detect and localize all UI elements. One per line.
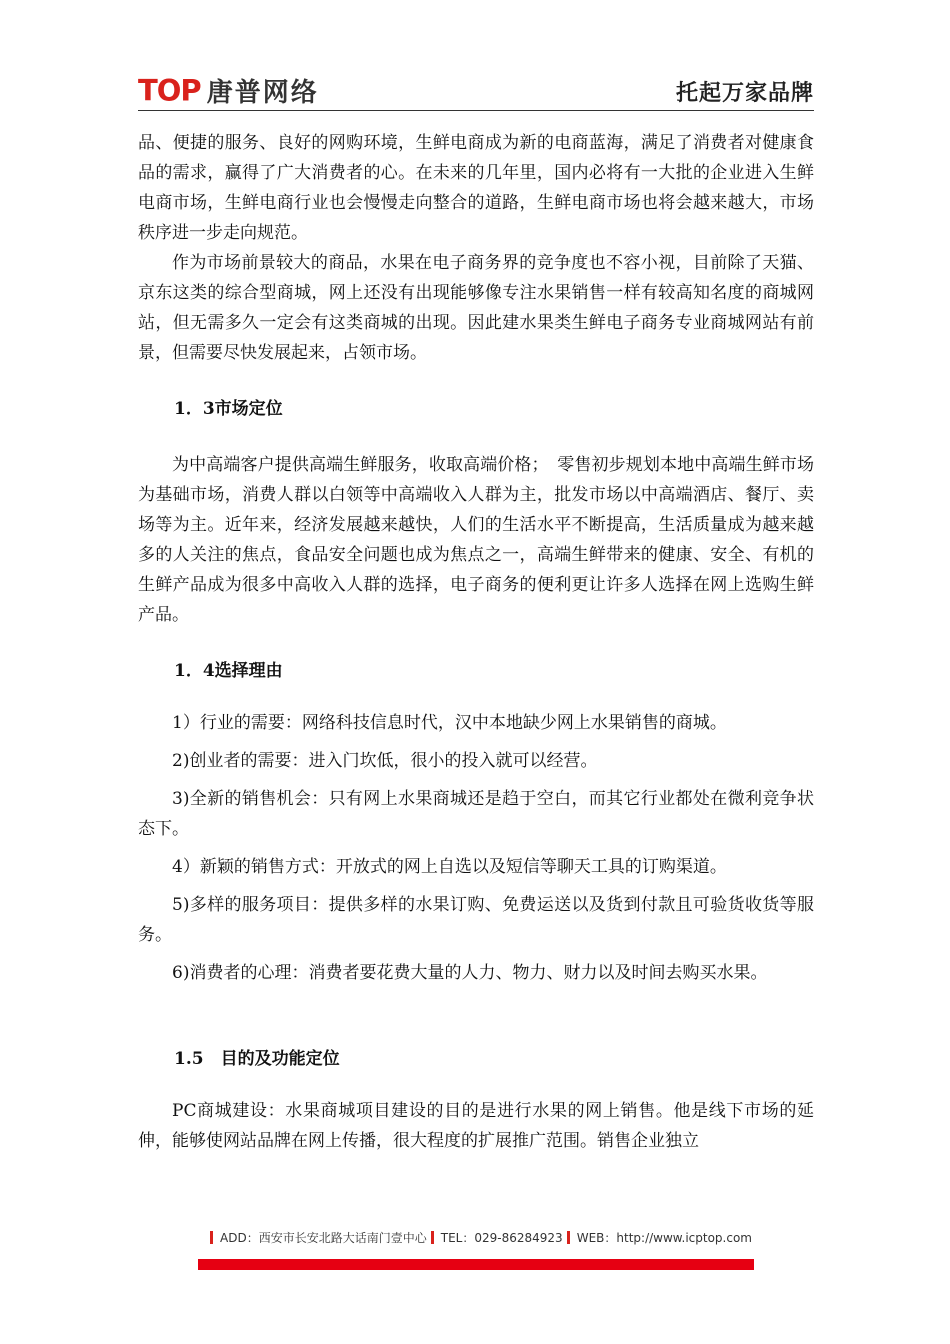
footer-web bbox=[567, 1229, 752, 1246]
logo-company-name: 唐普网络 bbox=[206, 78, 319, 108]
footer-marker-icon bbox=[567, 1231, 570, 1244]
section-heading-1-5: 1.5 目的及功能定位 bbox=[174, 1049, 340, 1069]
reason-item: 3)全新的销售机会：只有网上水果商城还是趋于空白，而其它行业都处在微利竞争状态下。 bbox=[138, 789, 814, 839]
intro-paragraph-1: 品、便捷的服务、良好的网购环境，生鲜电商成为新的电商蓝海，满足了消费者对健康食品的需求，赢得了广大消费者的心。在未来的几年里，国内必将有一大批的企业进入生鲜电商市场，生鲜电商行业也会慢慢走向整合的道路，生鲜电商市场也将会越来越大，市场秩序进一步走向规范。 bbox=[138, 133, 814, 243]
section-heading-1-4: 1．4选择理由 bbox=[174, 661, 283, 681]
header-slogan: 托起万家品牌 bbox=[675, 81, 814, 106]
section-1-3-paragraph: 为中高端客户提供高端生鲜服务，收取高端价格； 零售初步规划本地中高端生鲜市场为基础市场，消费人群以白领等中高端收入人群为主，批发市场以中高端酒店、餐厅、卖场等为主。近年来，经济发展越来越快，人们的生活水平不断提高，生活质量成为越来越多的人关注的焦点，食品安全问题也成为焦点之一，高端生鲜带来的健康、安全、有机的生鲜产品成为很多中高收入人群的选择，电子商务的便利更让许多人选择在网上选购生鲜产品。 bbox=[138, 455, 814, 625]
footer-web-text: WEB：http://www.icptop.com bbox=[576, 1231, 752, 1245]
section-1-5-paragraph: PC商城建设：水果商城项目建设的目的是进行水果的网上销售。他是线下市场的延伸，能够使网站品牌在网上传播，很大程度的扩展推广范围。销售企业独立 bbox=[138, 1101, 814, 1151]
footer-red-bar bbox=[198, 1259, 754, 1270]
footer-marker-icon bbox=[431, 1231, 434, 1244]
footer-address bbox=[210, 1229, 427, 1246]
header-divider bbox=[138, 110, 814, 111]
section-heading-1-3: 1．3市场定位 bbox=[174, 399, 283, 419]
intro-paragraph-2: 作为市场前景较大的商品，水果在电子商务界的竞争度也不容小视，目前除了天猫、京东这类的综合型商城，网上还没有出现能够像专注水果销售一样有较高知名度的商城网站，但无需多久一定会有这类商城的出现。因此建水果类生鲜电子商务专业商城网站有前景，但需要尽快发展起来，占领市场。 bbox=[138, 253, 814, 363]
reason-item: 1）行业的需要：网络科技信息时代，汉中本地缺少网上水果销售的商城。 bbox=[172, 713, 727, 733]
reason-item: 4）新颖的销售方式：开放式的网上自选以及短信等聊天工具的订购渠道。 bbox=[172, 857, 727, 877]
footer-address-text: ADD：西安市长安北路大话南门壹中心 bbox=[220, 1231, 427, 1245]
reason-item: 6)消费者的心理：消费者要花费大量的人力、物力、财力以及时间去购买水果。 bbox=[172, 963, 768, 983]
document-body bbox=[138, 128, 814, 1156]
reason-item: 5)多样的服务项目：提供多样的水果订购、免费运送以及货到付款且可验货收货等服务。 bbox=[138, 895, 814, 945]
logo-top-text: TOP bbox=[138, 73, 201, 108]
footer-marker-icon bbox=[210, 1231, 213, 1244]
footer-tel bbox=[431, 1229, 563, 1246]
footer-contact-info bbox=[198, 1229, 754, 1246]
footer-tel-text: TEL：029-86284923 bbox=[440, 1231, 563, 1245]
reason-item: 2)创业者的需要：进入门坎低，很小的投入就可以经营。 bbox=[172, 751, 598, 771]
company-logo bbox=[138, 72, 319, 109]
page-header bbox=[138, 66, 814, 112]
page-footer bbox=[198, 1229, 754, 1275]
